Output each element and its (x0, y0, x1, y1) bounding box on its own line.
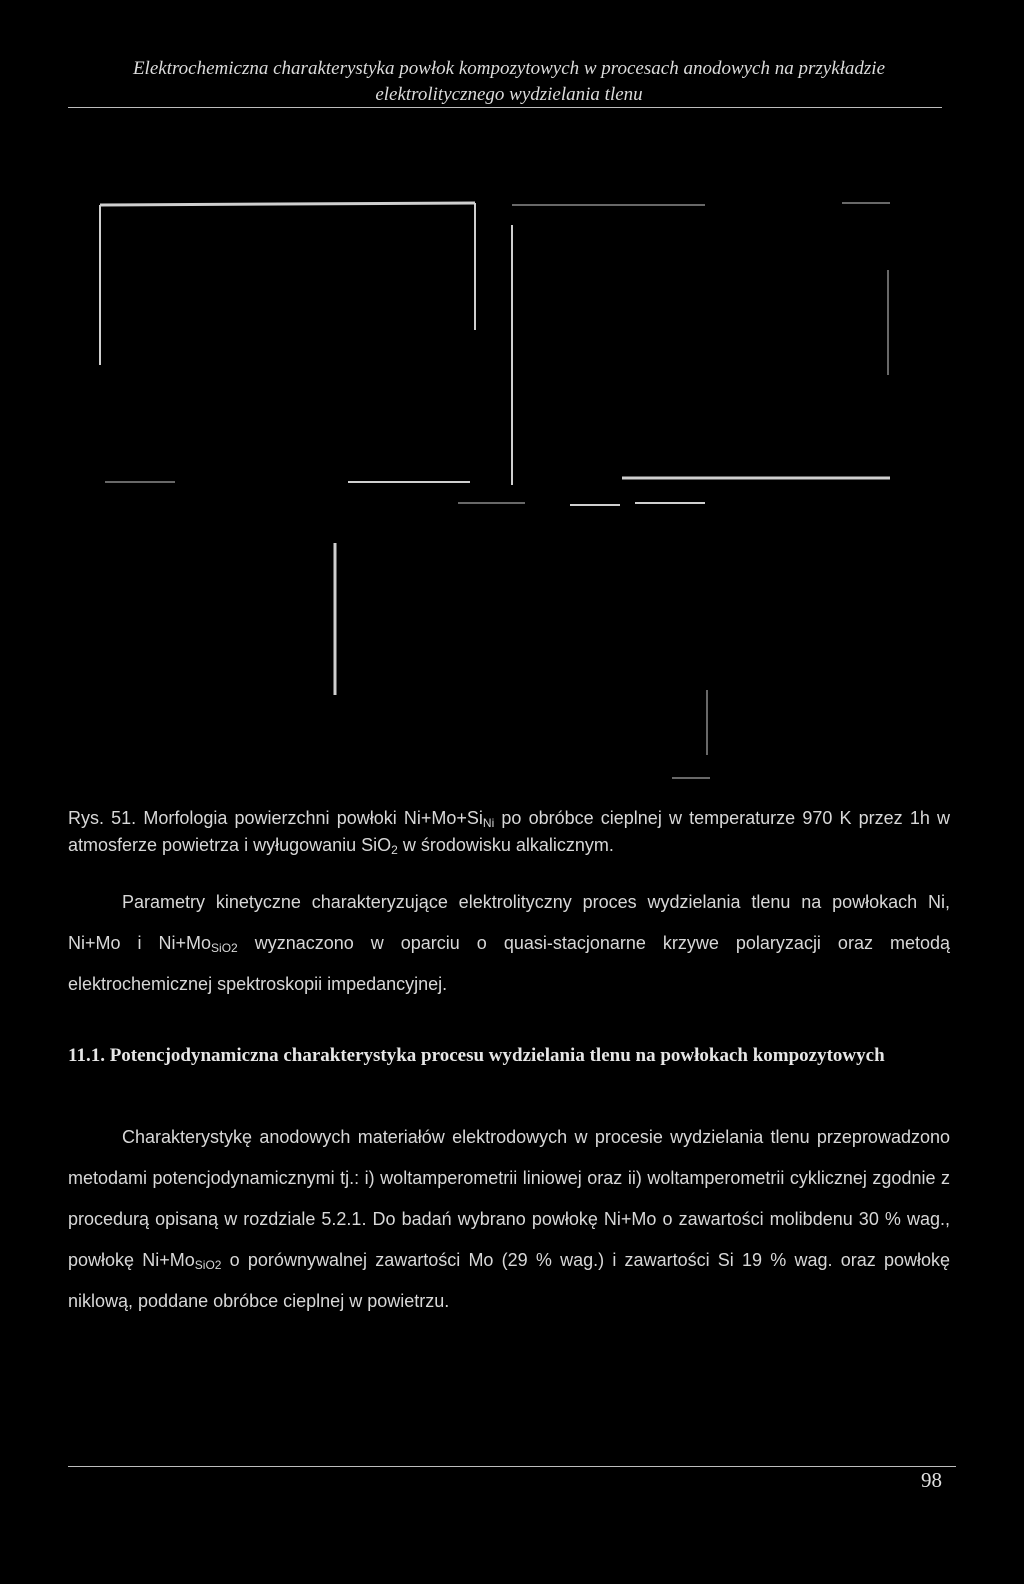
micrograph-figure (90, 195, 910, 795)
header-rule (68, 107, 942, 108)
running-header-line-2: elektrolitycznego wydzielania tlenu (375, 84, 643, 105)
paragraph-potentiodynamic (68, 1117, 950, 1322)
caption-middle: po obróbce cieplnej w temperaturze 970 K przez 1h w atmosferze powietrza i wyługowaniu SiO (68, 808, 950, 855)
page-number: 98 (921, 1468, 942, 1492)
paragraph1-text-b: wyznaczono w oparciu o quasi-stacjonarne krzywe polaryzacji oraz metodą elektrochemicznej spektroskopii impedancyjnej. (68, 933, 950, 994)
caption-subscript-ni: Ni (482, 816, 495, 830)
paragraph2-subscript: SiO2 (194, 1258, 222, 1272)
micrograph-panels (90, 195, 910, 795)
footer-rule (68, 1466, 956, 1467)
running-header (68, 56, 950, 108)
paragraph2-text-b: o porównywalnej zawartości Mo (29 % wag.) i zawartości Si 19 % wag. oraz powłokę niklową, poddane obróbce cieplnej w powietrzu. (68, 1250, 950, 1311)
figure-caption (68, 805, 950, 859)
paragraph-kinetic-parameters (68, 882, 950, 1005)
paragraph1-text-a: Parametry kinetyczne charakteryzujące elektrolityczny proces wydzielania tlenu na powłokach Ni, Ni+Mo i Ni+Mo (68, 892, 950, 953)
caption-subscript-2: 2 (391, 843, 398, 857)
running-header-line-1: Elektrochemiczna charakterystyka powłok kompozytowych w procesach anodowych na przykładzie (132, 58, 886, 79)
section-heading: 11.1. Potencjodynamiczna charakterystyka procesu wydzielania tlenu na powłokach kompozytowych (68, 1045, 885, 1066)
paragraph1-subscript: SiO2 (211, 941, 238, 955)
caption-tail: w środowisku alkalicznym. (397, 835, 614, 855)
paragraph2-text-a: Charakterystykę anodowych materiałów elektrodowych w procesie wydzielania tlenu przeprowadzono metodami potencjodynamicznymi tj.: i) woltamperometrii liniowej oraz ii) woltamperometrii cyklicznej zgodnie z procedurą opisaną w rozdziale 5.2.1. Do badań wybrano powłokę Ni+Mo o zawartości molibdenu 30 % wag., powłokę Ni+Mo (68, 1127, 950, 1270)
caption-lead: Rys. 51. Morfologia powierzchni powłoki Ni+Mo+Si (68, 808, 483, 828)
